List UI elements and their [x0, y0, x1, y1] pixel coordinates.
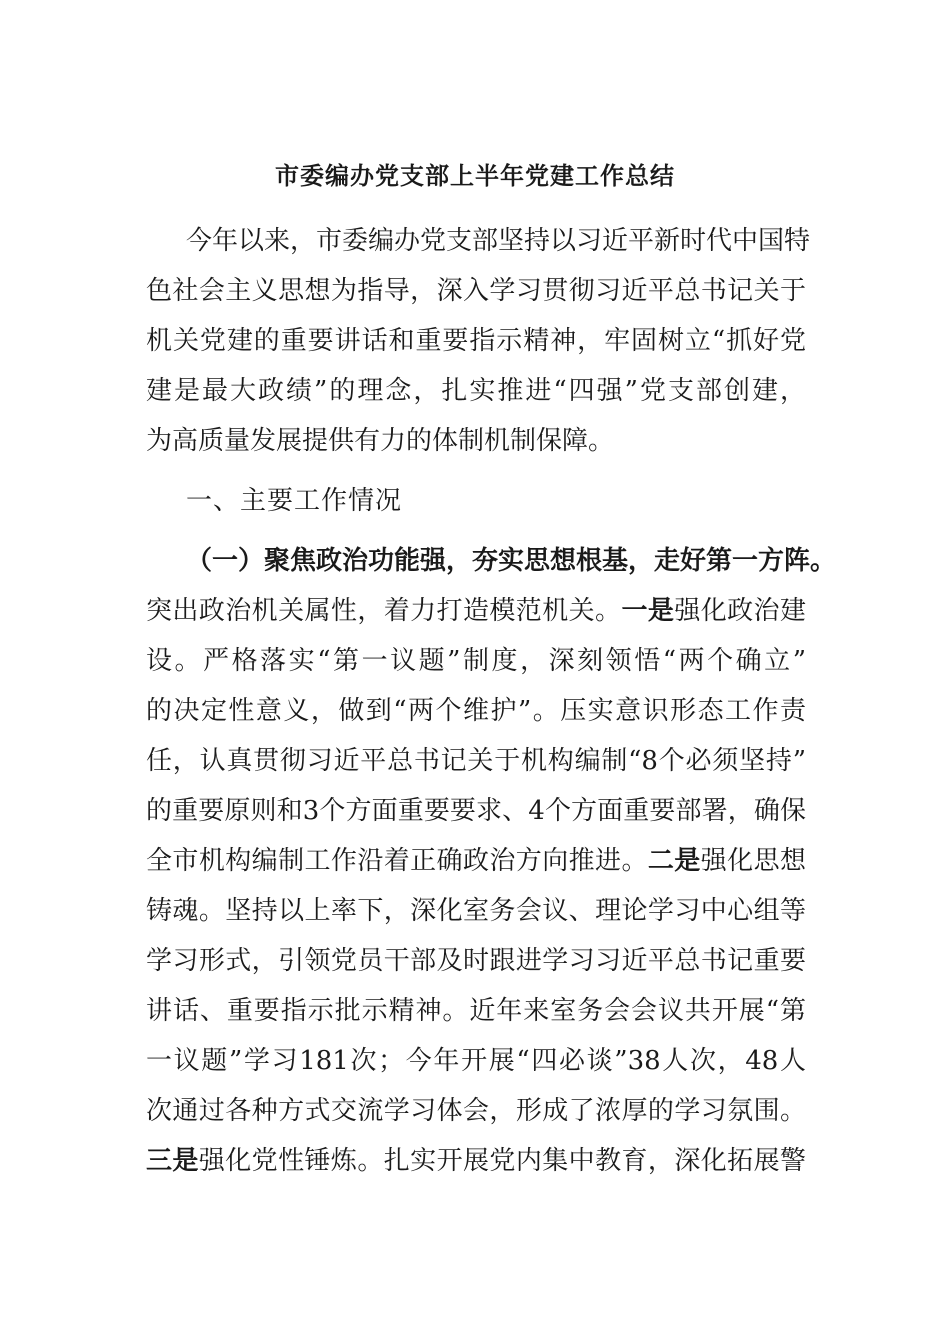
para-bold-text: 二是 [647, 846, 701, 876]
body-paragraph [146, 586, 806, 1186]
para-line: 次通过各种方式交流学习体会，形成了浓厚的学习氛围。 [146, 1096, 806, 1126]
document-body [146, 216, 837, 1186]
para-line: 设。严格落实“第一议题”制度，深刻领悟“两个确立” [146, 646, 806, 676]
document-title: 市委编办党支部上半年党建工作总结 [275, 161, 675, 190]
section-heading: 一、主要工作情况 [186, 486, 403, 516]
para-line: 铸魂。坚持以上率下，深化室务会议、理论学习中心组等 [146, 896, 806, 926]
para-line: 讲话、重要指示批示精神。近年来室务会会议共开展“第 [146, 996, 806, 1026]
para-line [146, 586, 806, 636]
para-text: 强化政治建 [674, 596, 806, 626]
intro-line: 色社会主义思想为指导，深入学习贯彻习近平总书记关于 [146, 276, 806, 306]
para-line: 学习形式，引领党员干部及时跟进学习习近平总书记重要 [146, 946, 806, 976]
para-text: 全市机构编制工作沿着正确政治方向推进。 [146, 846, 648, 876]
para-line: 一议题”学习181次；今年开展“四必谈”38人次，48人 [146, 1046, 806, 1076]
para-text: 强化思想 [700, 846, 806, 876]
intro-paragraph [146, 216, 811, 466]
para-line [146, 836, 806, 886]
subsection-heading: （一）聚焦政治功能强，夯实思想根基，走好第一方阵。 [186, 546, 837, 576]
para-text: 突出政治机关属性，着力打造模范机关。 [146, 596, 622, 626]
para-line: 的决定性意义，做到“两个维护”。压实意识形态工作责 [146, 696, 806, 726]
intro-line: 机关党建的重要讲话和重要指示精神，牢固树立“抓好党 [146, 326, 806, 356]
para-line: 任，认真贯彻习近平总书记关于机构编制“8个必须坚持” [146, 746, 806, 776]
intro-line: 为高质量发展提供有力的体制机制保障。 [146, 426, 615, 456]
para-text: 强化党性锤炼。扎实开展党内集中教育，深化拓展警 [198, 1146, 806, 1176]
para-line: 的重要原则和3个方面重要要求、4个方面重要部署，确保 [146, 796, 806, 826]
para-bold-text: 一是 [621, 596, 675, 626]
para-line [146, 1136, 806, 1186]
para-bold-text: 三是 [146, 1146, 199, 1176]
intro-line: 今年以来，市委编办党支部坚持以习近平新时代中国特 [186, 226, 811, 256]
intro-line: 建是最大政绩”的理念，扎实推进“四强”党支部创建， [146, 376, 806, 406]
